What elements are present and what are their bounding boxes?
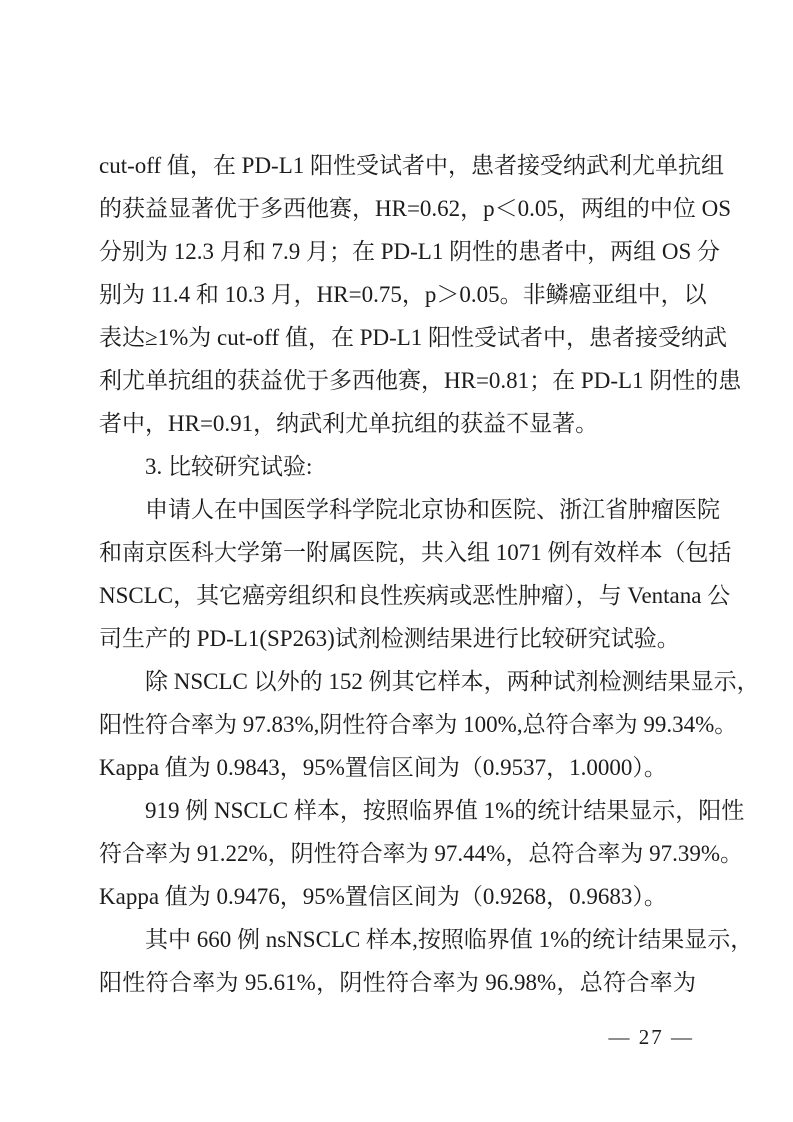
text-line: 的获益显著优于多西他赛，HR=0.62，p＜0.05，两组的中位 OS [99, 196, 732, 221]
text-line: 其中 660 例 nsNSCLC 样本,按照临界值 1%的统计结果显示， [145, 927, 754, 952]
text-line: Kappa 值为 0.9476，95%置信区间为（0.9268，0.9683）。 [99, 884, 667, 909]
text-line: 分别为 12.3 月和 7.9 月；在 PD-L1 阴性的患者中，两组 OS 分 [99, 239, 721, 264]
text-line: 申请人在中国医学科学院北京协和医院、浙江省肿瘤医院 [145, 497, 720, 522]
text-line: 司生产的 PD-L1(SP263)试剂检测结果进行比较研究试验。 [99, 626, 680, 651]
text-line: 阳性符合率为 95.61%，阴性符合率为 96.98%，总符合率为 [99, 970, 696, 995]
text-line: 表达≥1%为 cut-off 值，在 PD-L1 阳性受试者中，患者接受纳武 [99, 325, 728, 350]
page-number: — 27 — [608, 1025, 694, 1049]
text-line: 别为 11.4 和 10.3 月，HR=0.75，p＞0.05。非鳞癌亚组中，以 [99, 282, 707, 307]
text-line: 除 NSCLC 以外的 152 例其它样本，两种试剂检测结果显示， [145, 669, 760, 694]
text-line: 919 例 NSCLC 样本，按照临界值 1%的统计结果显示，阳性 [145, 798, 745, 823]
text-line: 利尤单抗组的获益优于多西他赛，HR=0.81；在 PD-L1 阴性的患 [99, 368, 742, 393]
text-line: 符合率为 91.22%，阴性符合率为 97.44%，总符合率为 97.39%。 [99, 841, 743, 866]
text-line: Kappa 值为 0.9843，95%置信区间为（0.9537，1.0000）。 [99, 755, 667, 780]
text-line: cut-off 值，在 PD-L1 阳性受试者中，患者接受纳武利尤单抗组 [99, 153, 725, 178]
text-line: 阳性符合率为 97.83%,阴性符合率为 100%,总符合率为 99.34%。 [99, 712, 738, 737]
text-line: 者中，HR=0.91，纳武利尤单抗组的获益不显著。 [99, 411, 599, 436]
page-body-text [99, 144, 760, 1004]
text-line: NSCLC，其它癌旁组织和良性疾病或恶性肿瘤），与 Ventana 公 [99, 583, 731, 608]
text-line: 和南京医科大学第一附属医院，共入组 1071 例有效样本（包括 [99, 540, 732, 565]
text-line: 3. 比较研究试验: [145, 454, 313, 479]
